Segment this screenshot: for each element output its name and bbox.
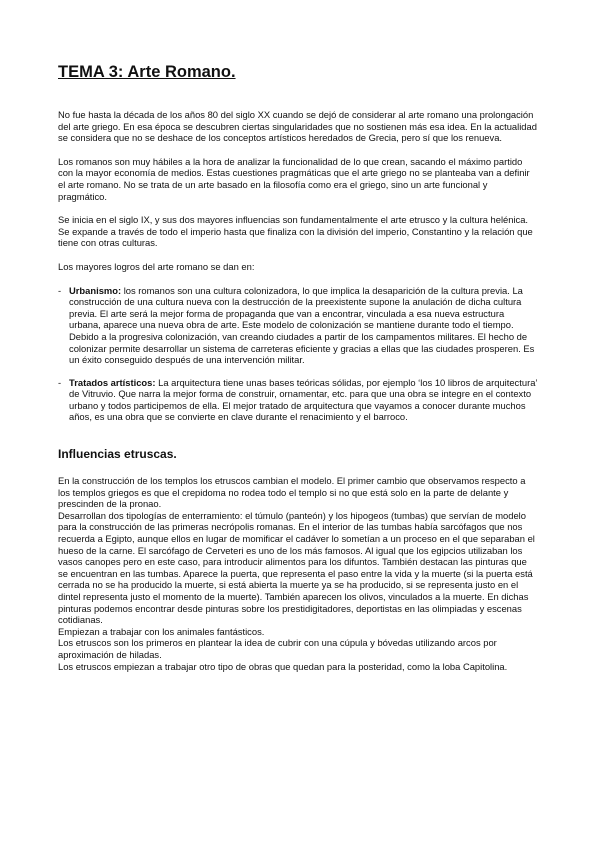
intro-paragraph-3: Se inicia en el siglo IX, y sus dos mayores influencias son fundamentalmente el arte etrusco y la cultura helénica. Se expande a través de todo el imperio hasta que finaliza con la división del imperio, Constantino y la relación que tiene con otras culturas.	[58, 214, 533, 249]
intro-paragraph-2: Los romanos son muy hábiles a la hora de analizar la funcionalidad de lo que crean, sacando el máximo partido con la mayor economía de medios. Estas cuestiones pragmáticas que el arte griego no se planteaba van a definir el arte romano. No se trata de un arte basado en la filosofía como era el griego, sino un arte funcional y pragmático.	[58, 155, 530, 202]
section-heading: Influencias etruscas.	[58, 447, 177, 462]
intro-paragraph-1: No fue hasta la década de los años 80 del siglo XX cuando se dejó de considerar al arte romano una prolongación del arte griego. En esa época se descubren ciertas singularidades que no sostienen más esa idea. En la actualidad se considera que no se deshace de los conceptos artísticos heredados de Grecia, pero sí que los renueva.	[58, 109, 537, 144]
intro-paragraph-4: Los mayores logros del arte romano se dan en:	[58, 260, 255, 272]
list-item-term: Tratados artísticos:	[69, 376, 156, 388]
document-page	[58, 62, 538, 672]
section-paragraph-2: Desarrollan dos tipologías de enterramiento: el túmulo (panteón) y los hipogeos (tumbas) que servían de modelo para la construcción de las primeras necrópolis romanas. En el interior de las tumbas había sarcófagos que nos recuerda a Egipto, aunque ellos en lugar de momificar el cadáver lo sometían a un proceso en el que separaban el hueso de la carne. El sarcófago de Cerveteri es uno de los más famosos. Al igual que los egipcios utilizaban los vasos canopes pero en este caso, para introducir alimentos para los difuntos. También destacan las pinturas que se encuentran en las tumbas. Aparece la puerta, que representa el paso entre la vida y la muerte (si la puerta está cerrada no se ha producido la muerte, si está abierta la muerte ya se ha producido, si se representa justo en el dintel representa justo el momento de la muerte). También aparecen los olivos, vinculados a la muerte. En dichas pinturas podemos encontrar desde pinturas sobre los prestidigitadores, deportistas en las olimpiadas y escenas cotidianas.	[58, 509, 535, 626]
logros-list	[58, 285, 538, 424]
section-paragraph-3: Empiezan a trabajar con los animales fantásticos.	[58, 625, 265, 637]
document-title: TEMA 3: Arte Romano.	[58, 63, 236, 81]
list-item	[58, 377, 538, 423]
list-item	[58, 285, 538, 366]
list-item-term: Urbanismo:	[69, 284, 122, 296]
dash-bullet: -	[58, 284, 62, 296]
list-item-text: La arquitectura tiene unas bases teóricas sólidas, por ejemplo ‘los 10 libros de arquitectura’ de Vitruvio. Que narra la mejor forma de construir, ornamentar, etc. para que una obra se integre en el contexto urbano y todos participemos de ella. El mejor tratado de arquitectura que vayamos a conocer durante muchos años, es una obra que se convierte en clave durante el renacimiento y el barroco.	[69, 376, 538, 423]
dash-bullet: -	[58, 376, 62, 388]
list-item-text: los romanos son una cultura colonizadora, lo que implica la desaparición de la cultura previa. La construcción de una cultura nueva con la destrucción de la preexistente supone la anulación de dicha cultura previa. El arte será la mejor forma de propaganda que van a encontrar, vinculada a esa nueva estructura urbana, aparece una nueva obra de arte. Este modelo de colonización se mantiene durante todo el tiempo. Debido a la progresiva colonización, van creando ciudades a partir de los campamentos militares. El hecho de colonizar permite desarrollar un sistema de carreteras eficiente y gracias a ellas que las ciudades prosperen. Es un éxito conseguido después de una intervención militar.	[69, 284, 535, 366]
section-paragraph-1: En la construcción de los templos los etruscos cambian el modelo. El primer cambio que observamos respecto a los templos griegos es que el crepidoma no rodea todo el templo si no que está solo en la parte de delante y prescinden de la pronao.	[58, 475, 526, 510]
section-paragraph-5: Los etruscos empiezan a trabajar otro tipo de obras que quedan para la posteridad, como la loba Capitolina.	[58, 660, 508, 672]
section-paragraph-4: Los etruscos son los primeros en plantear la idea de cubrir con una cúpula y bóvedas utilizando arcos por aproximación de hiladas.	[58, 637, 497, 660]
